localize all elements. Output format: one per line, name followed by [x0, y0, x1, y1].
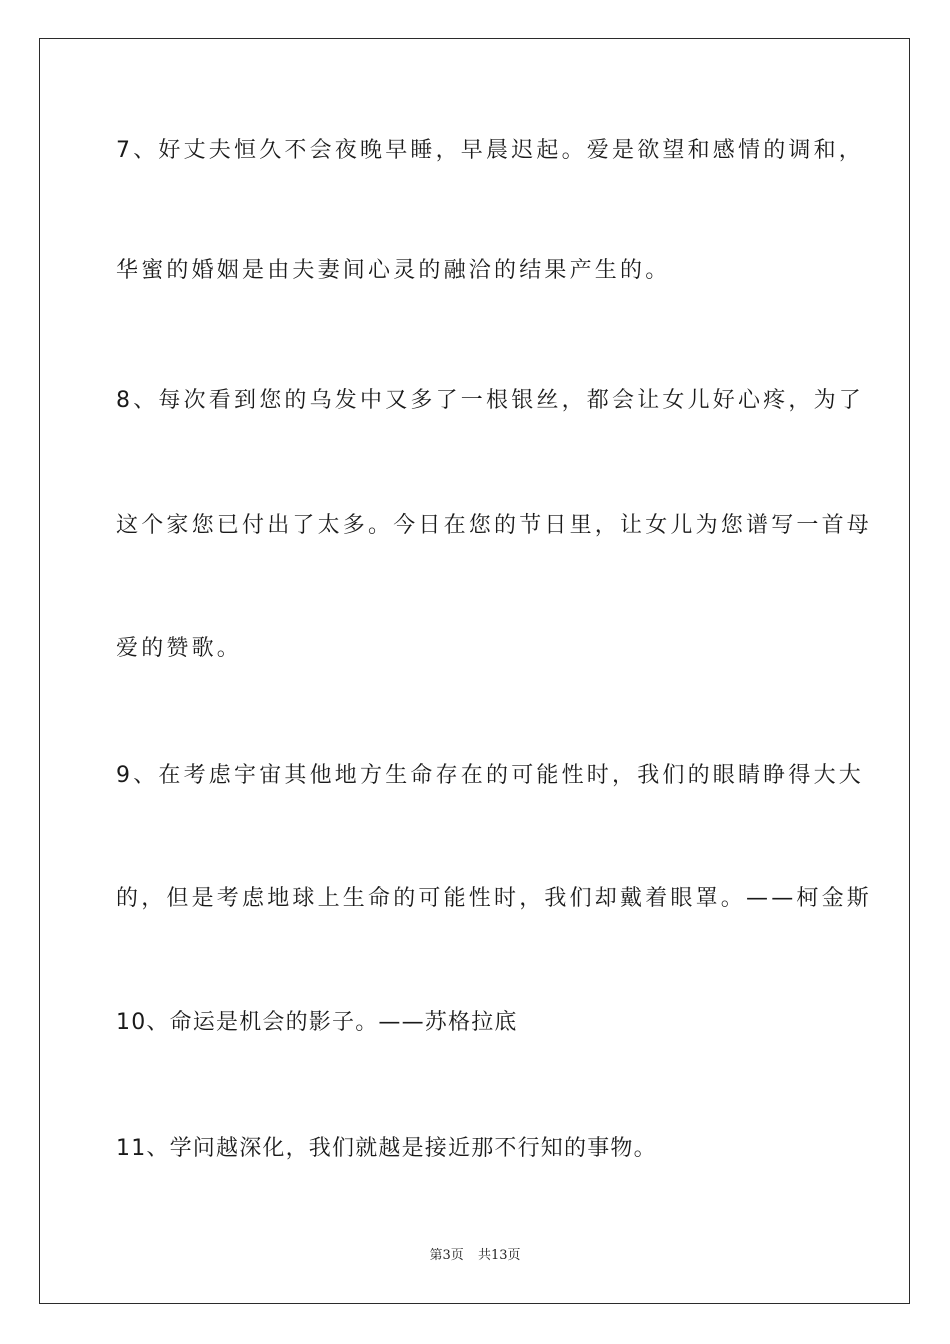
text-line-6: 9、在考虑宇宙其他地方生命存在的可能性时，我们的眼睛睁得大大: [116, 763, 864, 788]
text-line-2: 华蜜的婚姻是由夫妻间心灵的融洽的结果产生的。: [116, 258, 671, 283]
text-line-7: 的，但是考虑地球上生命的可能性时，我们却戴着眼罩。——柯金斯: [116, 886, 873, 911]
page-total: 共13页: [477, 1248, 521, 1263]
text-line-4: 这个家您已付出了太多。今日在您的节日里，让女儿为您谱写一首母: [116, 513, 873, 538]
text-line-3: 8、每次看到您的乌发中又多了一根银丝，都会让女儿好心疼，为了: [116, 388, 864, 413]
text-line-1: 7、好丈夫恒久不会夜晚早睡，早晨迟起。爱是欲望和感情的调和，: [116, 138, 864, 163]
text-line-9: 11、学问越深化，我们就越是接近那不行知的事物。: [116, 1136, 657, 1161]
text-line-8: 10、命运是机会的影子。——苏格拉底: [116, 1010, 518, 1035]
text-line-5: 爱的赞歌。: [116, 636, 243, 661]
page-footer: [0, 1247, 950, 1265]
page-number: 第3页: [429, 1248, 464, 1263]
page-border: [39, 38, 910, 1304]
